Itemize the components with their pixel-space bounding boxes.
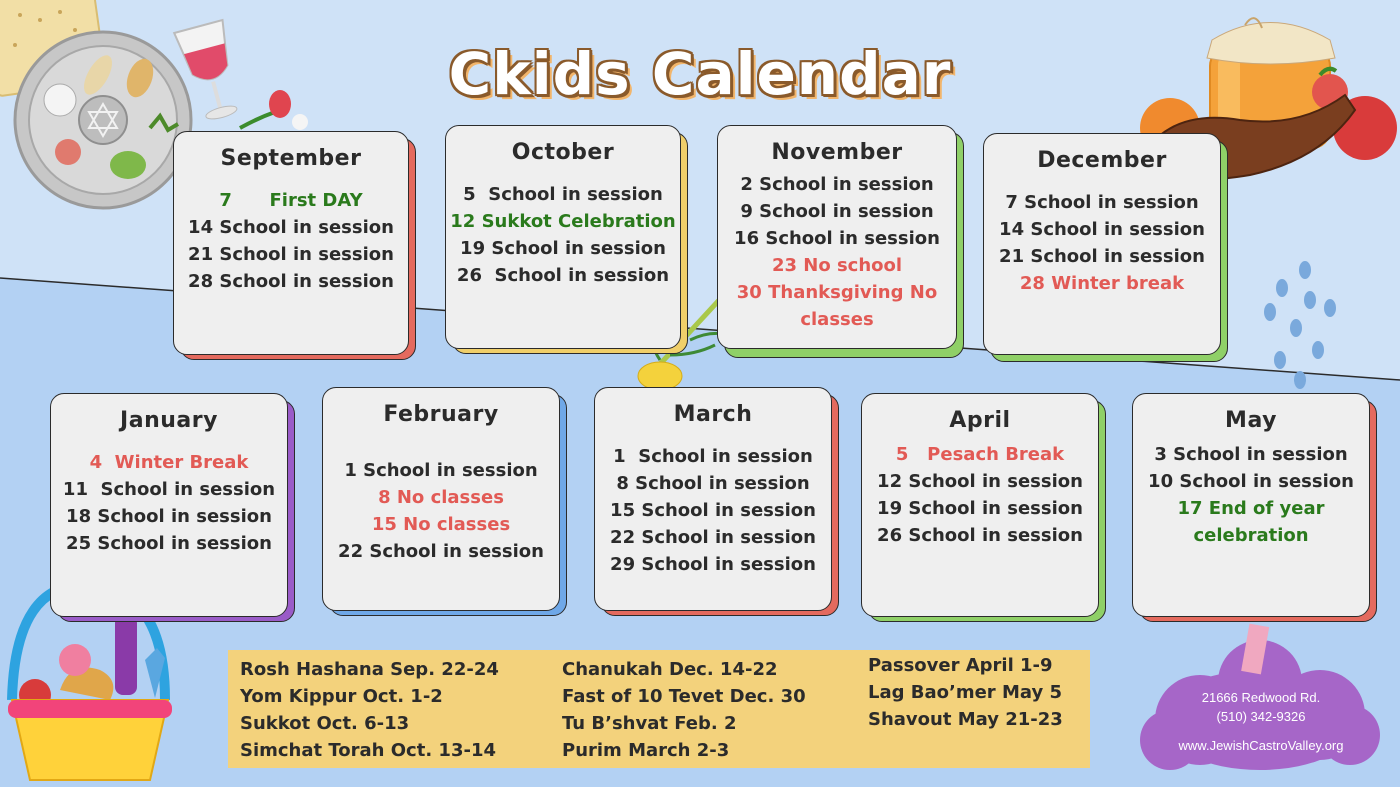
holidays-box — [228, 650, 1090, 768]
event-line: 22 School in session — [338, 541, 544, 562]
tulip-icon — [240, 90, 308, 130]
seder-plate-icon — [15, 32, 191, 208]
month-events — [718, 171, 956, 333]
month-card-april — [861, 393, 1099, 617]
month-title: November — [771, 140, 903, 165]
month-card-september — [173, 131, 409, 355]
event-line: 12 Sukkot Celebration — [450, 211, 676, 232]
event-line: 28 School in session — [188, 271, 394, 292]
event-line: 15 No classes — [371, 514, 511, 535]
event-line: 19 School in session — [460, 238, 666, 259]
event-line: 28 Winter break — [1019, 273, 1185, 294]
raindrops-icon — [1264, 261, 1336, 389]
holidays-column-1 — [240, 656, 499, 764]
event-line: celebration — [1193, 525, 1309, 546]
event-line: 5 Pesach Break — [895, 444, 1065, 465]
holiday-item: Fast of 10 Tevet Dec. 30 — [562, 686, 806, 707]
month-title: May — [1225, 408, 1277, 433]
event-line: 26 School in session — [456, 265, 670, 286]
holiday-item: Lag Bao’mer May 5 — [868, 682, 1062, 703]
holiday-item: Simchat Torah Oct. 13-14 — [240, 740, 496, 761]
month-events — [323, 457, 559, 565]
event-line: 8 School in session — [616, 473, 810, 494]
event-line: 22 School in session — [610, 527, 816, 548]
event-line: 29 School in session — [610, 554, 816, 575]
event-line: 4 Winter Break — [89, 452, 249, 473]
event-line: 23 No school — [771, 255, 903, 276]
month-title: January — [120, 408, 218, 433]
month-card-february — [322, 387, 560, 611]
event-line: 5 School in session — [463, 184, 663, 205]
month-title: April — [949, 408, 1011, 433]
holiday-item: Passover April 1-9 — [868, 655, 1053, 676]
event-line: 7 First DAY — [219, 190, 363, 211]
contact-info — [1168, 688, 1354, 755]
month-events — [984, 189, 1220, 297]
event-line: 2 School in session — [740, 174, 934, 195]
event-line: 26 School in session — [877, 525, 1083, 546]
holiday-item: Yom Kippur Oct. 1-2 — [240, 686, 443, 707]
month-title: December — [1037, 148, 1167, 173]
month-events — [446, 181, 680, 289]
month-events — [1133, 441, 1369, 549]
event-line: 21 School in session — [999, 246, 1205, 267]
event-line: 30 Thanksgiving No — [736, 282, 938, 303]
month-card-november — [717, 125, 957, 349]
month-card-may — [1132, 393, 1370, 617]
event-line: 12 School in session — [877, 471, 1083, 492]
event-line: 16 School in session — [734, 228, 940, 249]
event-line: 25 School in session — [66, 533, 272, 554]
event-line: 14 School in session — [999, 219, 1205, 240]
month-card-january — [50, 393, 288, 617]
holiday-item: Purim March 2-3 — [562, 740, 730, 761]
month-title: February — [383, 402, 499, 427]
month-events — [595, 443, 831, 578]
event-line: 10 School in session — [1148, 471, 1354, 492]
month-title: March — [673, 402, 753, 427]
holiday-item: Rosh Hashana Sep. 22-24 — [240, 659, 499, 680]
address: 21666 Redwood Rd. — [1201, 690, 1321, 705]
website-link[interactable]: www.JewishCastroValley.org — [1178, 738, 1344, 753]
event-line: 7 School in session — [1005, 192, 1199, 213]
event-line: 9 School in session — [740, 201, 934, 222]
event-line: 1 School in session — [613, 446, 813, 467]
month-title: October — [511, 140, 615, 165]
month-card-march — [594, 387, 832, 611]
event-line: 11 School in session — [62, 479, 276, 500]
holidays-column-3 — [868, 652, 1063, 733]
month-events — [174, 187, 408, 295]
month-card-december — [983, 133, 1221, 355]
month-events — [862, 441, 1098, 549]
event-line: 17 End of year — [1177, 498, 1325, 519]
event-line: 3 School in session — [1154, 444, 1348, 465]
holidays-column-2 — [562, 656, 806, 764]
event-line: 18 School in session — [66, 506, 272, 527]
event-line: 1 School in session — [344, 460, 538, 481]
event-line: 21 School in session — [188, 244, 394, 265]
event-line: 19 School in session — [877, 498, 1083, 519]
page-title: Ckids Calendar — [448, 40, 952, 108]
month-card-october — [445, 125, 681, 349]
month-title: September — [220, 146, 362, 171]
holiday-item: Chanukah Dec. 14-22 — [562, 659, 778, 680]
holiday-item: Shavout May 21-23 — [868, 709, 1063, 730]
event-line: 14 School in session — [188, 217, 394, 238]
event-line: 8 No classes — [378, 487, 504, 508]
month-events — [51, 449, 287, 557]
phone: (510) 342-9326 — [1216, 709, 1306, 724]
holiday-item: Sukkot Oct. 6-13 — [240, 713, 410, 734]
event-line: 15 School in session — [610, 500, 816, 521]
event-line: classes — [800, 309, 874, 330]
holiday-item: Tu B’shvat Feb. 2 — [562, 713, 737, 734]
